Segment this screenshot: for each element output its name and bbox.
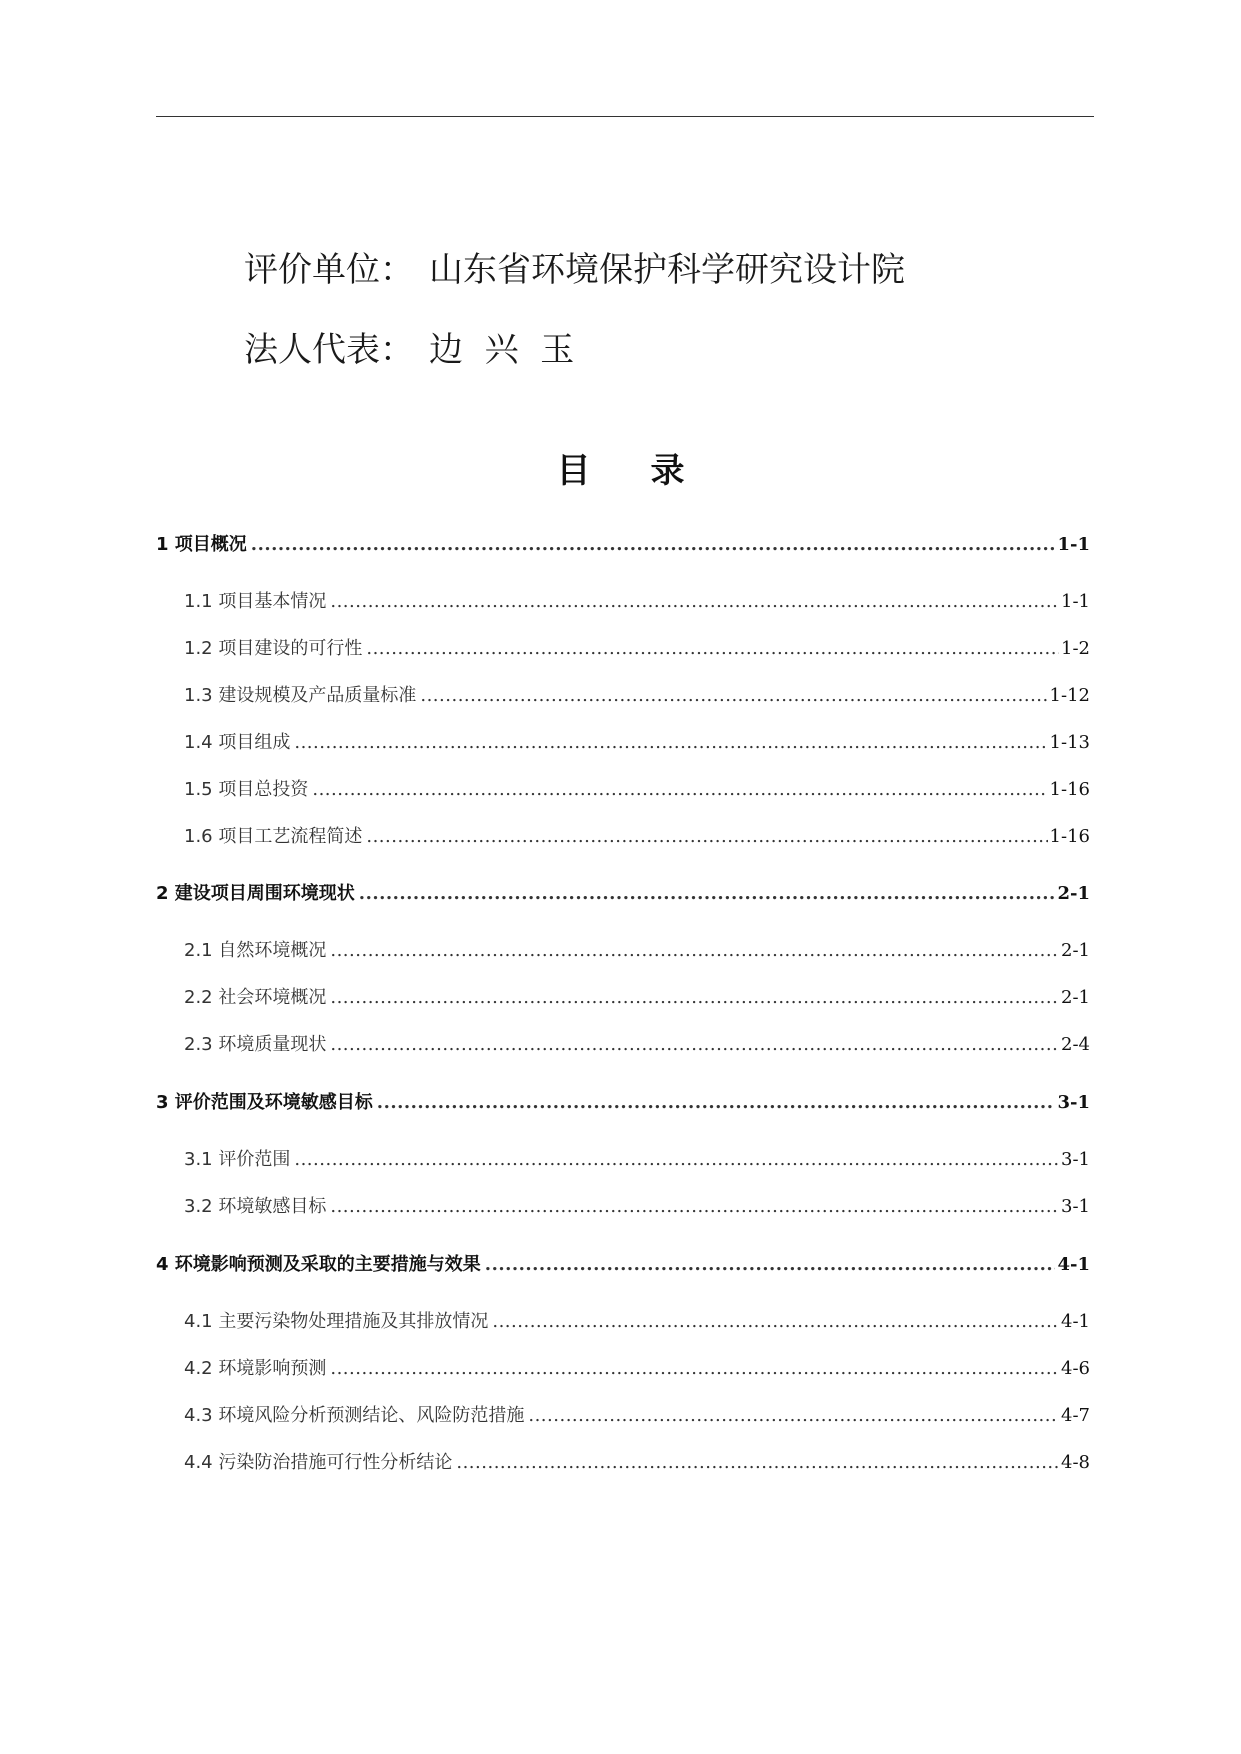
toc-chapter-entry[interactable]: [156, 879, 1090, 905]
legal-representative-line: [244, 322, 574, 371]
toc-entry-page: 1-13: [1049, 732, 1090, 753]
toc-entry-title: 2 建设项目周围环境现状: [156, 883, 355, 904]
toc-leader-dots: [377, 1092, 1056, 1113]
toc-chapter-entry[interactable]: [156, 530, 1090, 556]
toc-entry-title: 1.1 项目基本情况: [184, 591, 327, 612]
toc-leader-dots: [485, 1254, 1056, 1275]
toc-entry-page: 1-1: [1057, 534, 1090, 555]
toc-section-entry[interactable]: [184, 1192, 1090, 1218]
toc-section-entry[interactable]: [184, 775, 1090, 801]
toc-title: [0, 443, 1241, 492]
toc-entry-page: 4-1: [1057, 1254, 1090, 1275]
toc-section-entry[interactable]: [184, 822, 1090, 848]
toc-leader-dots: [366, 638, 1059, 659]
evaluation-unit-value: 山东省环境保护科学研究设计院: [429, 250, 905, 290]
toc-leader-dots: [330, 987, 1059, 1008]
toc-section-entry[interactable]: [184, 1354, 1090, 1380]
toc-section-entry[interactable]: [184, 1448, 1090, 1474]
toc-entry-page: 2-4: [1061, 1034, 1090, 1055]
toc-leader-dots: [359, 883, 1056, 904]
toc-entry-page: 4-8: [1061, 1452, 1090, 1473]
toc-leader-dots: [312, 779, 1047, 800]
toc-entry-page: 3-1: [1061, 1149, 1090, 1170]
toc-leader-dots: [251, 534, 1056, 555]
toc-chapter-entry[interactable]: [156, 1250, 1090, 1276]
toc-entry-page: 1-12: [1049, 685, 1090, 706]
toc-entry-title: 1.3 建设规模及产品质量标准: [184, 685, 417, 706]
toc-leader-dots: [492, 1311, 1059, 1332]
toc-leader-dots: [294, 1149, 1059, 1170]
toc-leader-dots: [420, 685, 1047, 706]
toc-entry-title: 1.5 项目总投资: [184, 779, 309, 800]
toc-section-entry[interactable]: [184, 634, 1090, 660]
toc-section-entry[interactable]: [184, 983, 1090, 1009]
toc-section-entry[interactable]: [184, 728, 1090, 754]
toc-entry-title: 2.3 环境质量现状: [184, 1034, 327, 1055]
legal-representative-value: 边 兴 玉: [429, 330, 575, 370]
toc-leader-dots: [330, 591, 1059, 612]
toc-leader-dots: [456, 1452, 1059, 1473]
toc-entry-title: 4.3 环境风险分析预测结论、风险防范措施: [184, 1405, 525, 1426]
toc-leader-dots: [330, 1358, 1059, 1379]
toc-entry-title: 2.2 社会环境概况: [184, 987, 327, 1008]
toc-leader-dots: [330, 1196, 1059, 1217]
toc-entry-title: 2.1 自然环境概况: [184, 940, 327, 961]
legal-representative-label: 法人代表：: [244, 330, 414, 370]
toc-entry-title: 4.4 污染防治措施可行性分析结论: [184, 1452, 453, 1473]
toc-title-char: 目: [556, 451, 591, 491]
toc-entry-page: 2-1: [1057, 883, 1090, 904]
toc-entry-page: 1-1: [1061, 591, 1090, 612]
toc-entry-title: 1 项目概况: [156, 534, 247, 555]
toc-title-char: 录: [650, 451, 685, 491]
toc-leader-dots: [330, 1034, 1059, 1055]
toc-entry-title: 1.2 项目建设的可行性: [184, 638, 363, 659]
evaluation-unit-label: 评价单位：: [244, 250, 414, 290]
toc-leader-dots: [528, 1405, 1059, 1426]
toc-leader-dots: [294, 732, 1047, 753]
toc-entry-page: 2-1: [1061, 987, 1090, 1008]
toc-entry-page: 4-1: [1061, 1311, 1090, 1332]
toc-section-entry[interactable]: [184, 681, 1090, 707]
toc-entry-title: 4.2 环境影响预测: [184, 1358, 327, 1379]
toc-entry-title: 1.4 项目组成: [184, 732, 291, 753]
toc-entry-page: 3-1: [1061, 1196, 1090, 1217]
toc-leader-dots: [366, 826, 1047, 847]
toc-entry-page: 4-6: [1061, 1358, 1090, 1379]
toc-section-entry[interactable]: [184, 1401, 1090, 1427]
toc-chapter-entry[interactable]: [156, 1088, 1090, 1114]
toc-entry-page: 4-7: [1061, 1405, 1090, 1426]
toc-entry-title: 1.6 项目工艺流程简述: [184, 826, 363, 847]
header-rule: [156, 116, 1094, 117]
toc-entry-page: 1-16: [1049, 779, 1090, 800]
toc-section-entry[interactable]: [184, 1030, 1090, 1056]
toc-section-entry[interactable]: [184, 587, 1090, 613]
toc-entry-title: 3 评价范围及环境敏感目标: [156, 1092, 373, 1113]
toc-section-entry[interactable]: [184, 1145, 1090, 1171]
toc-entry-page: 2-1: [1061, 940, 1090, 961]
toc-entry-title: 4.1 主要污染物处理措施及其排放情况: [184, 1311, 489, 1332]
toc-entry-page: 3-1: [1057, 1092, 1090, 1113]
evaluation-unit-line: [244, 242, 905, 291]
toc-section-entry[interactable]: [184, 936, 1090, 962]
toc-entry-title: 3.1 评价范围: [184, 1149, 291, 1170]
toc-entry-title: 3.2 环境敏感目标: [184, 1196, 327, 1217]
toc-leader-dots: [330, 940, 1059, 961]
toc-entry-title: 4 环境影响预测及采取的主要措施与效果: [156, 1254, 481, 1275]
toc-section-entry[interactable]: [184, 1307, 1090, 1333]
toc-entry-page: 1-2: [1061, 638, 1090, 659]
toc-entry-page: 1-16: [1049, 826, 1090, 847]
